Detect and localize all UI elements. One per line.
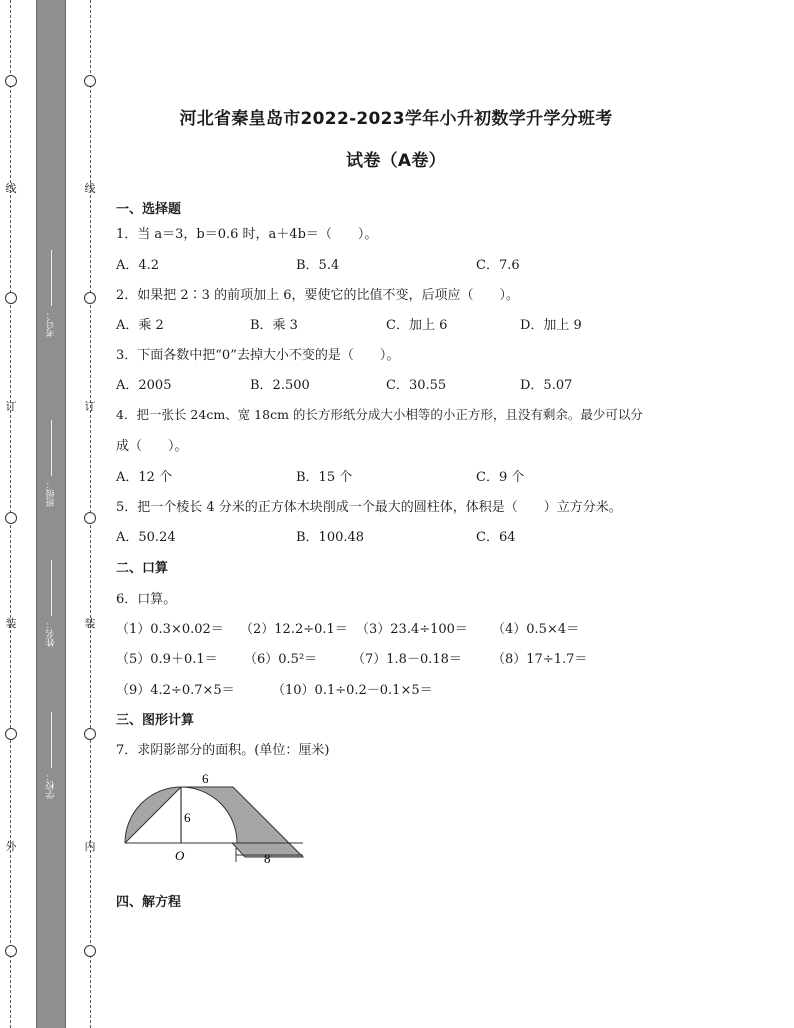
calc-5: （5）0.9＋0.1＝ [116, 652, 218, 667]
margin-char-zhuang-outer: 装 [5, 617, 17, 630]
exam-title-line2: 试卷（A卷） [346, 151, 446, 171]
exam-number-label: 考号： [46, 310, 57, 337]
label-center-o: O [175, 848, 185, 863]
q5-option-b: B．100.48 [296, 530, 365, 545]
question-6: 6．口算。 [116, 592, 177, 607]
binding-hole [84, 75, 96, 87]
q1-option-a: A．4.2 [116, 258, 160, 273]
calc-10: （10）0.1÷0.2－0.1×5＝ [272, 683, 433, 698]
section-mental-math: 二、口算 [116, 561, 169, 576]
q1-option-c: C．7.6 [476, 258, 520, 273]
section-geometry: 三、图形计算 [116, 713, 195, 728]
q5-option-a: A．50.24 [116, 530, 176, 545]
margin-char-zhuang-inner: 装 [84, 617, 96, 630]
q2-option-a: A．乘 2 [116, 318, 164, 333]
margin-char-xian-inner: 线 [84, 182, 96, 195]
exam-title-line1: 河北省秦皇岛市2022-2023学年小升初数学升学分班考 [179, 109, 613, 129]
binding-hole [5, 728, 17, 740]
school-field[interactable] [44, 712, 58, 799]
binding-hole [84, 292, 96, 304]
calc-9: （9）4.2÷0.7×5＝ [116, 683, 235, 698]
question-7: 7．求阴影部分的面积。(单位：厘米) [116, 743, 330, 758]
calc-3: （3）23.4÷100＝ [356, 622, 468, 637]
q5-option-c: C．64 [476, 530, 516, 545]
q3-option-d: D．5.07 [520, 378, 573, 393]
label-bottom-8: 8 [264, 851, 271, 866]
label-radius-6: 6 [184, 810, 191, 825]
calc-8: （8）17÷1.7＝ [492, 652, 588, 667]
q4-option-b: B．15 个 [296, 470, 353, 485]
calc-6: （6）0.5²＝ [244, 652, 318, 667]
calc-2: （2）12.2÷0.1＝ [240, 622, 348, 637]
q2-option-b: B．乘 3 [250, 318, 298, 333]
question-2: 2．如果把 2∶3 的前项加上 6，要使它的比值不变，后项应（ ）。 [116, 288, 519, 303]
margin-char-ding-inner: 订 [84, 400, 96, 413]
q1-option-b: B．5.4 [296, 258, 340, 273]
exam-number-field[interactable] [44, 250, 58, 337]
binding-hole [84, 512, 96, 524]
binding-hole [5, 75, 17, 87]
question-5: 5．把一个棱长 4 分米的正方体木块削成一个最大的圆柱体，体积是（ ）立方分米。 [116, 500, 622, 515]
calc-1: （1）0.3×0.02＝ [116, 622, 224, 637]
calc-7: （7）1.8－0.18＝ [352, 652, 462, 667]
q4-option-c: C．9 个 [476, 470, 525, 485]
q4-option-a: A．12 个 [116, 470, 173, 485]
binding-hole [84, 728, 96, 740]
calc-4: （4）0.5×4＝ [492, 622, 580, 637]
binding-strip [36, 0, 66, 1028]
class-field[interactable] [44, 420, 58, 507]
q3-option-c: C．30.55 [386, 378, 447, 393]
class-label: 班级： [46, 480, 57, 507]
binding-hole [5, 945, 17, 957]
binding-hole [5, 292, 17, 304]
binding-hole [84, 945, 96, 957]
shaded-area-figure [120, 770, 320, 870]
name-field[interactable] [44, 560, 58, 647]
margin-char-nei: 内 [84, 840, 96, 853]
margin-char-wai: 外 [5, 840, 17, 853]
binding-hole [5, 512, 17, 524]
question-4-line1: 4．把一张长 24cm、宽 18cm 的长方形纸分成大小相等的小正方形，且没有剩余。最少可以分 [116, 407, 643, 422]
q2-option-c: C．加上 6 [386, 318, 448, 333]
section-equations: 四、解方程 [116, 895, 182, 910]
school-label: 学校： [46, 772, 57, 799]
margin-char-xian-outer: 线 [5, 182, 17, 195]
binding-margin [0, 0, 100, 1028]
q2-option-d: D．加上 9 [520, 318, 582, 333]
margin-char-ding-outer: 订 [5, 400, 17, 413]
section-choice: 一、选择题 [116, 202, 182, 217]
label-top-6: 6 [202, 771, 209, 786]
q3-option-b: B．2.500 [250, 378, 310, 393]
question-1: 1．当 a＝3，b＝0.6 时，a＋4b＝（ ）。 [116, 227, 378, 242]
name-label: 姓名： [46, 620, 57, 647]
question-3: 3．下面各数中把“0”去掉大小不变的是（ ）。 [116, 348, 400, 363]
q3-option-a: A．2005 [116, 378, 172, 393]
question-4-line2: 成（ ）。 [116, 439, 188, 454]
